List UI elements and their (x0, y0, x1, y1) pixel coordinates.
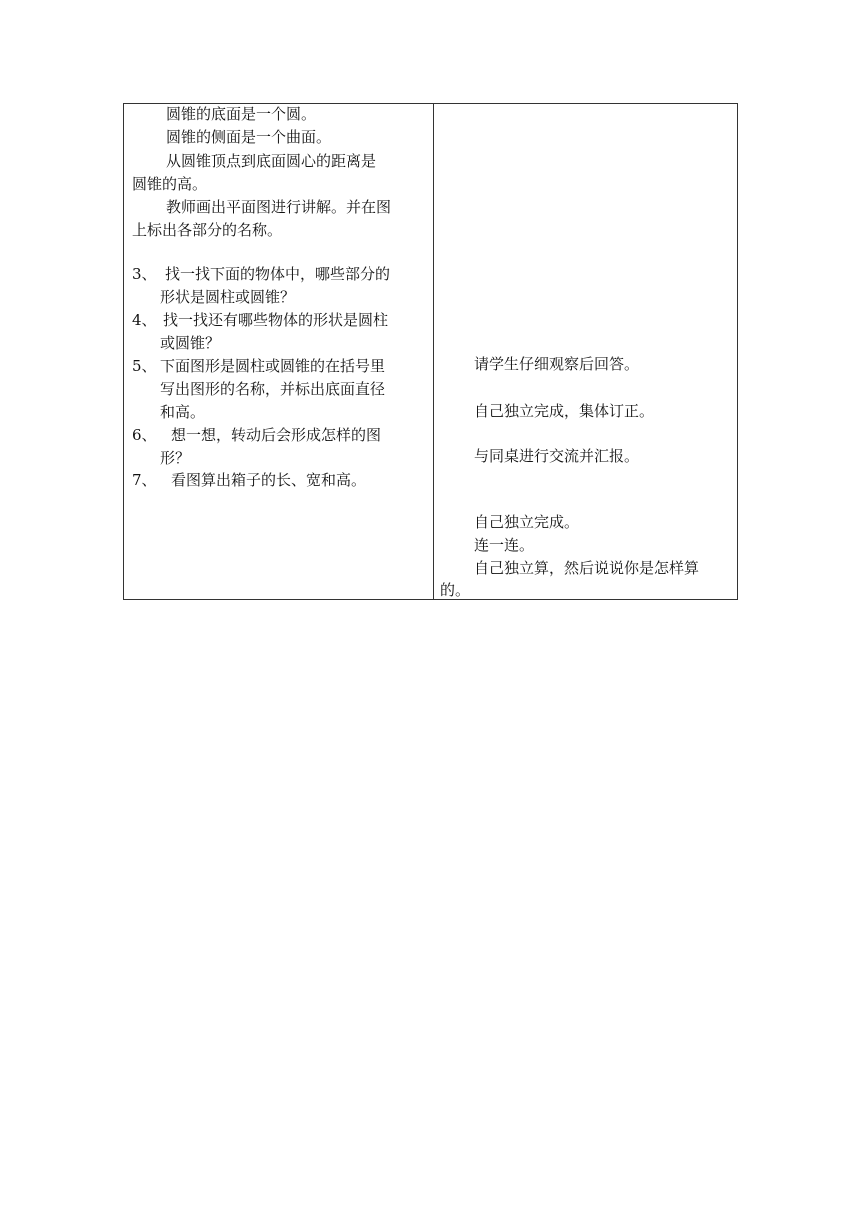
item-number-5: 5、 (132, 357, 157, 375)
lesson-table (123, 103, 738, 600)
item-number-6: 6、 (132, 426, 157, 444)
item-7-line-1: 看图算出箱子的长、宽和高。 (171, 471, 367, 489)
intro-line-1: 圆锥的底面是一个圆。 (166, 105, 317, 123)
right-line-3: 与同桌进行交流并汇报。 (474, 447, 640, 465)
column-divider (433, 104, 434, 599)
item-number-7: 7、 (132, 471, 157, 489)
right-line-2: 自己独立完成，集体订正。 (474, 402, 655, 420)
intro-line-5: 教师画出平面图进行讲解。并在图 (166, 198, 392, 216)
right-line-5: 连一连。 (474, 536, 535, 554)
item-5-line-1: 下面图形是圆柱或圆锥的在括号里 (160, 357, 386, 375)
intro-line-3: 从圆锥顶点到底面圆心的距离是 (166, 152, 377, 170)
right-line-1: 请学生仔细观察后回答。 (474, 355, 640, 373)
item-number-3: 3、 (132, 265, 157, 283)
item-4-line-1: 找一找还有哪些物体的形状是圆柱 (163, 311, 389, 329)
right-line-7: 的。 (440, 581, 471, 599)
item-6-line-2: 形？ (160, 449, 191, 467)
item-5-line-3: 和高。 (160, 403, 206, 421)
intro-line-2: 圆锥的侧面是一个曲面。 (166, 128, 332, 146)
right-line-4: 自己独立完成。 (474, 513, 580, 531)
right-line-6: 自己独立算，然后说说你是怎样算 (474, 559, 700, 577)
item-6-line-1: 想一想，转动后会形成怎样的图 (171, 426, 382, 444)
item-5-line-2: 写出图形的名称，并标出底面直径 (160, 380, 386, 398)
item-4-line-2: 或圆锥？ (160, 334, 221, 352)
item-number-4: 4、 (132, 311, 157, 329)
intro-line-6: 上标出各部分的名称。 (132, 221, 283, 239)
item-3-line-1: 找一找下面的物体中，哪些部分的 (165, 265, 391, 283)
intro-line-4: 圆锥的高。 (132, 175, 208, 193)
item-3-line-2: 形状是圆柱或圆锥？ (160, 288, 296, 306)
